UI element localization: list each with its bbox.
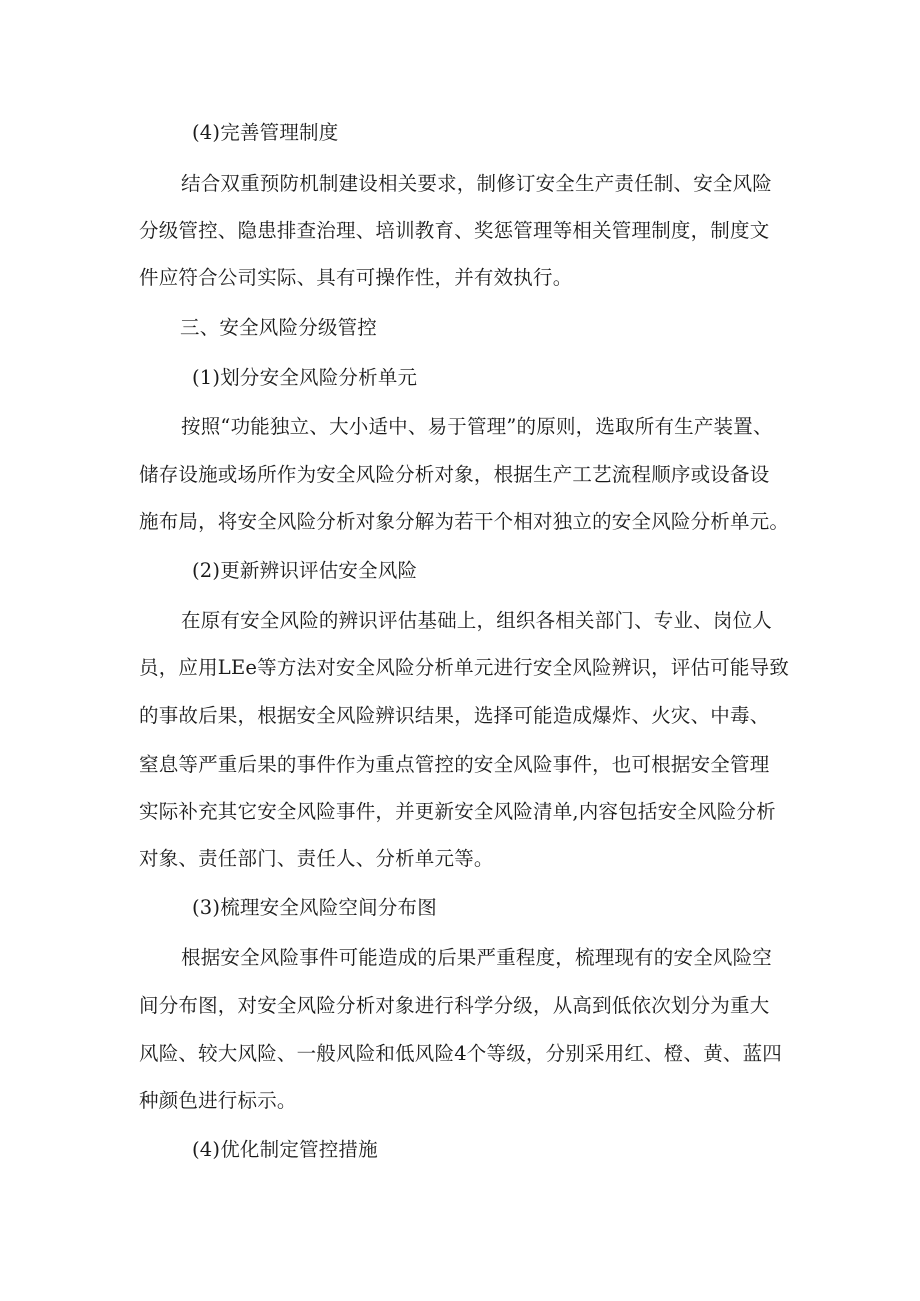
paragraph-line: 对象、责任部门、责任人、分析单元等。 bbox=[139, 847, 494, 870]
subheading-management-system: (4)完善管理制度 bbox=[192, 121, 339, 144]
paragraph-line: 员，应用LEe等方法对安全风险分析单元进行安全风险辨识，评估可能导致 bbox=[139, 656, 790, 679]
subheading-spatial-map: (3)梳理安全风险空间分布图 bbox=[192, 896, 437, 919]
paragraph-line: 根据安全风险事件可能造成的后果严重程度，梳理现有的安全风险空 bbox=[181, 946, 773, 969]
paragraph-line: 实际补充其它安全风险事件，并更新安全风险清单,内容包括安全风险分析 bbox=[139, 800, 776, 823]
paragraph-line: 的事故后果，根据安全风险辨识结果，选择可能造成爆炸、火灾、中毒、 bbox=[139, 704, 770, 727]
section-heading-risk-control: 三、安全风险分级管控 bbox=[180, 316, 378, 339]
paragraph-line: 间分布图，对安全风险分析对象进行科学分级，从高到低依次划分为重大 bbox=[139, 994, 770, 1017]
paragraph-line: 储存设施或场所作为安全风险分析对象，根据生产工艺流程顺序或设备设 bbox=[139, 463, 770, 486]
subheading-identify-risk: (2)更新辨识评估安全风险 bbox=[192, 559, 418, 582]
paragraph-line: 件应符合公司实际、具有可操作性，并有效执行。 bbox=[139, 266, 573, 289]
subheading-analysis-units: (1)划分安全风险分析单元 bbox=[192, 366, 418, 389]
paragraph-line: 按照“功能独立、大小适中、易于管理”的原则，选取所有生产装置、 bbox=[181, 415, 773, 438]
paragraph-line: 在原有安全风险的辨识评估基础上，组织各相关部门、专业、岗位人 bbox=[181, 609, 773, 632]
subheading-control-measures: (4)优化制定管控措施 bbox=[192, 1138, 378, 1161]
paragraph-line: 种颜色进行标示。 bbox=[139, 1089, 297, 1112]
paragraph-line: 风险、较大风险、一般风险和低风险4个等级，分别采用红、橙、黄、蓝四 bbox=[139, 1042, 783, 1065]
paragraph-line: 窒息等严重后果的事件作为重点管控的安全风险事件，也可根据安全管理 bbox=[139, 753, 770, 776]
paragraph-line: 结合双重预防机制建设相关要求，制修订安全生产责任制、安全风险 bbox=[181, 172, 773, 195]
paragraph-line: 施布局，将安全风险分析对象分解为若干个相对独立的安全风险分析单元。 bbox=[139, 510, 790, 533]
paragraph-line: 分级管控、隐患排查治理、培训教育、奖惩管理等相关管理制度，制度文 bbox=[139, 219, 770, 242]
